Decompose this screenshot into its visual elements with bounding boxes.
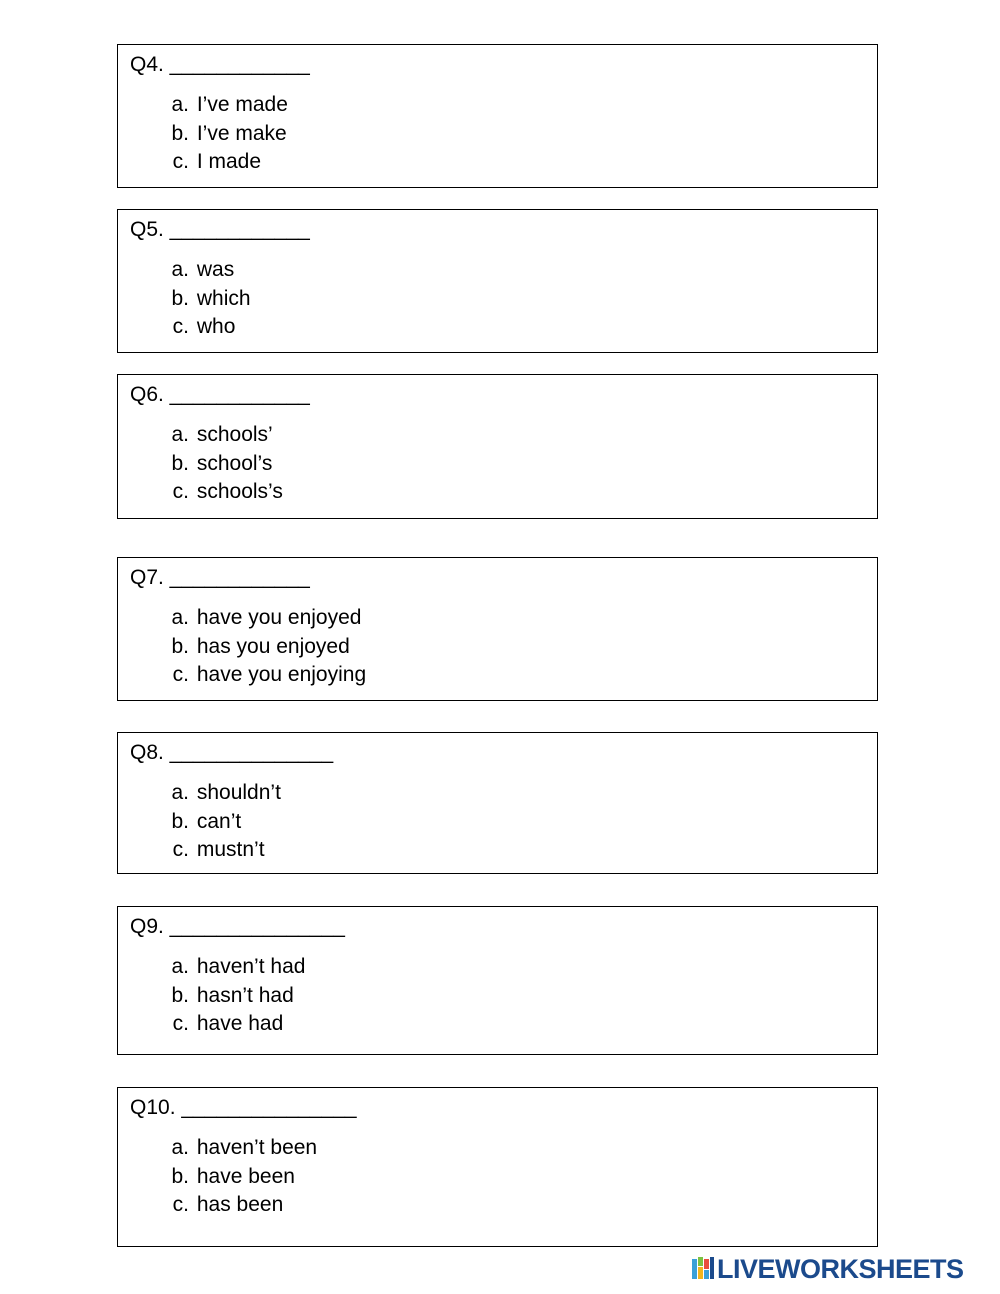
option-c[interactable] <box>158 150 288 179</box>
option-text: hasn’t had <box>196 983 294 1007</box>
option-letter: c. <box>172 838 189 861</box>
question-box-q5 <box>117 209 878 353</box>
question-label: Q7. ____________ <box>130 566 310 589</box>
option-letter: a. <box>171 606 189 629</box>
option-a[interactable] <box>158 423 283 452</box>
option-text: has been <box>196 1193 284 1216</box>
option-list <box>158 258 251 344</box>
question-box-q10 <box>117 1087 878 1247</box>
liveworksheets-logo-icon <box>692 1257 714 1281</box>
option-letter: c. <box>172 150 189 173</box>
option-a[interactable] <box>158 955 305 984</box>
option-letter: b. <box>171 809 189 833</box>
option-a[interactable] <box>158 258 251 287</box>
option-c[interactable] <box>158 480 283 509</box>
question-label: Q5. ____________ <box>130 218 310 241</box>
option-letter: b. <box>171 286 189 310</box>
question-box-q6 <box>117 374 878 519</box>
option-letter: a. <box>171 423 189 446</box>
option-c[interactable] <box>158 315 251 344</box>
question-label: Q6. ____________ <box>130 383 310 406</box>
option-list <box>158 423 283 509</box>
option-letter: b. <box>171 983 189 1007</box>
question-box-q8 <box>117 732 878 874</box>
option-b[interactable] <box>158 1165 317 1194</box>
question-box-q7 <box>117 557 878 701</box>
option-letter: c. <box>172 663 189 686</box>
option-a[interactable] <box>158 93 288 122</box>
option-list <box>158 93 288 179</box>
question-box-q4 <box>117 44 878 188</box>
option-c[interactable] <box>158 838 281 867</box>
option-a[interactable] <box>158 781 281 810</box>
option-a[interactable] <box>158 606 366 635</box>
option-letter: a. <box>171 781 189 804</box>
option-letter: a. <box>171 258 189 281</box>
option-text: can’t <box>196 809 242 833</box>
option-letter: b. <box>171 1164 189 1188</box>
option-text: have you enjoyed <box>196 606 362 629</box>
option-list <box>158 1136 317 1222</box>
option-letter: b. <box>171 121 189 145</box>
option-list <box>158 781 281 867</box>
option-b[interactable] <box>158 122 288 151</box>
option-text: haven’t had <box>196 955 306 978</box>
option-c[interactable] <box>158 1012 305 1041</box>
liveworksheets-logo-text: LIVEWORKSHEETS <box>717 1254 964 1284</box>
option-text: mustn’t <box>196 838 265 861</box>
option-letter: a. <box>171 955 189 978</box>
option-text: school’s <box>196 451 273 475</box>
option-text: I’ve made <box>196 93 288 116</box>
option-b[interactable] <box>158 984 305 1013</box>
option-letter: b. <box>171 634 189 658</box>
option-b[interactable] <box>158 287 251 316</box>
option-c[interactable] <box>158 1193 317 1222</box>
option-letter: c. <box>172 480 189 503</box>
option-letter: c. <box>172 1193 189 1216</box>
option-c[interactable] <box>158 663 366 692</box>
option-text: I made <box>196 150 262 173</box>
option-text: was <box>196 258 235 281</box>
option-list <box>158 606 366 692</box>
question-label: Q4. ____________ <box>130 53 310 76</box>
question-label: Q10. _______________ <box>130 1096 357 1119</box>
option-letter: c. <box>172 1012 189 1035</box>
question-box-q9 <box>117 906 878 1055</box>
option-text: have been <box>196 1164 295 1188</box>
option-list <box>158 955 305 1041</box>
option-b[interactable] <box>158 810 281 839</box>
option-letter: a. <box>171 93 189 116</box>
option-text: haven’t been <box>196 1136 318 1159</box>
option-text: schools’ <box>196 423 273 446</box>
option-text: schools’s <box>196 480 283 503</box>
option-text: which <box>196 286 251 310</box>
option-text: shouldn’t <box>196 781 281 804</box>
option-a[interactable] <box>158 1136 317 1165</box>
question-label: Q8. ______________ <box>130 741 334 764</box>
option-letter: a. <box>171 1136 189 1159</box>
option-text: have had <box>196 1012 284 1035</box>
option-text: has you enjoyed <box>196 634 350 658</box>
option-text: I’ve make <box>196 121 287 145</box>
liveworksheets-logo[interactable] <box>692 1254 964 1284</box>
option-text: who <box>196 315 236 338</box>
option-text: have you enjoying <box>196 663 367 686</box>
option-b[interactable] <box>158 452 283 481</box>
option-b[interactable] <box>158 635 366 664</box>
option-letter: b. <box>171 451 189 475</box>
question-label: Q9. _______________ <box>130 915 345 938</box>
option-letter: c. <box>172 315 189 338</box>
